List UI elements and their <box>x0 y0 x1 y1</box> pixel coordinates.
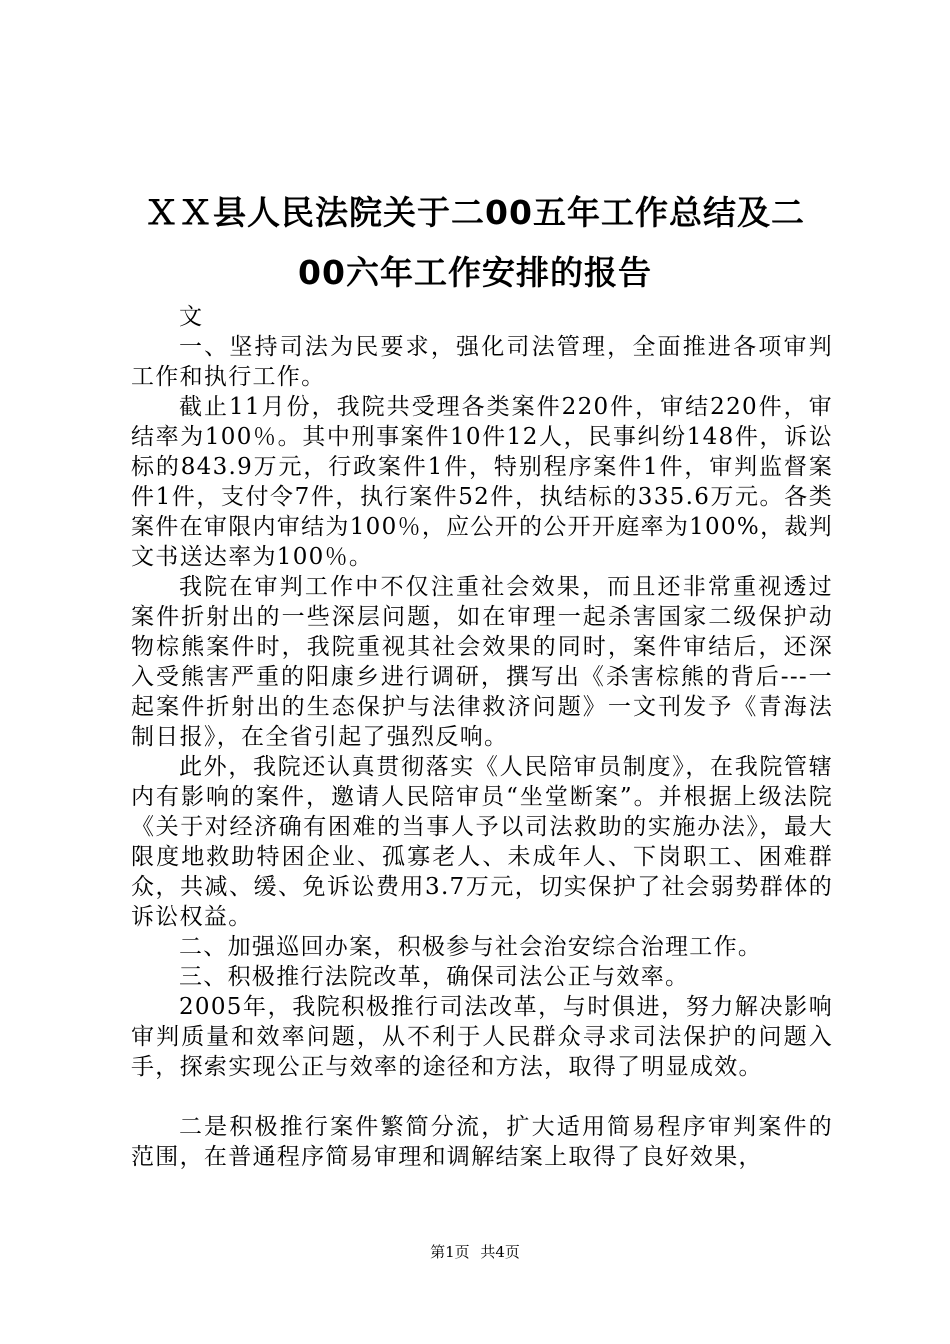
document-body <box>131 302 833 1172</box>
page-footer <box>0 1242 950 1262</box>
paragraph-3: 我院在审判工作中不仅注重社会效果，而且还非常重视透过案件折射出的一些深层问题，如在审理一起杀害国家二级保护动物棕熊案件时，我院重视其社会效果的同时，案件审结后，还深入受熊害严重的阳康乡进行调研，撰写出《杀害棕熊的背后---一起案件折射出的生态保护与法律救济问题》一文刊发予《青海法制日报》，在全省引起了强烈反响。 <box>131 574 833 750</box>
page-number: 第1页 <box>430 1243 470 1261</box>
paragraph-gap <box>131 1082 833 1112</box>
paragraph-4: 此外，我院还认真贯彻落实《人民陪审员制度》，在我院管辖内有影响的案件，邀请人民陪审员“坐堂断案”。并根据上级法院《关于对经济确有困难的当事人予以司法救助的实施办法》，最大限度地救助特困企业、孤寡老人、未成年人、下岗职工、困难群众，共减、缓、免诉讼费用3.7万元，切实保护了社会弱势群体的诉讼权益。 <box>131 754 833 930</box>
paragraph-8: 二是积极推行案件繁简分流，扩大适用简易程序审判案件的范围，在普通程序简易审理和调解结案上取得了良好效果， <box>131 1114 833 1170</box>
document-title-line-2: 00六年工作安排的报告 <box>298 253 652 292</box>
paragraph-1: 一、坚持司法为民要求，强化司法管理，全面推进各项审判工作和执行工作。 <box>131 334 833 390</box>
paragraph-2: 截止11月份，我院共受理各类案件220件，审结220件，审结率为100％。其中刑事案件10件12人，民事纠纷148件，诉讼标的843.9万元，行政案件1件，特别程序案件1件，审判监督案件1件，支付令7件，执行案件52件，执结标的335.6万元。各类案件在审限内审结为100％，应公开的公开开庭率为100%，裁判文书送达率为100％。 <box>131 394 833 570</box>
paragraph-0: 文 <box>179 304 204 330</box>
document-title-line-1: ＸＸ县人民法院关于二00五年工作总结及二 <box>145 193 805 232</box>
paragraph-6: 三、积极推行法院改革，确保司法公正与效率。 <box>179 964 690 990</box>
paragraph-5: 二、加强巡回办案，积极参与社会治安综合治理工作。 <box>179 934 763 960</box>
paragraph-7: 2005年，我院积极推行司法改革，与时俱进，努力解决影响审判质量和效率问题，从不利于人民群众寻求司法保护的问题入手，探索实现公正与效率的途径和方法，取得了明显成效。 <box>131 994 833 1080</box>
page-total: 共4页 <box>480 1243 520 1261</box>
